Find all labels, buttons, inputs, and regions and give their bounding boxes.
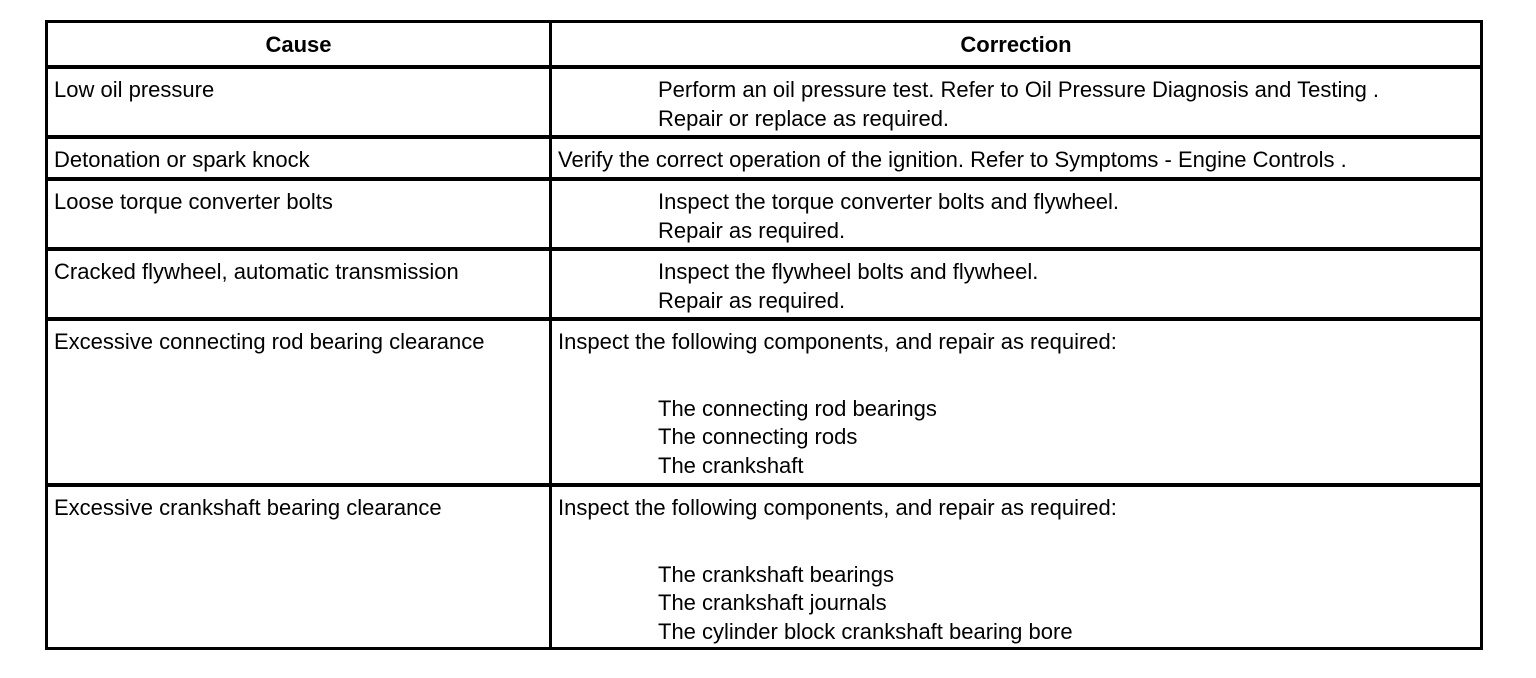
cause-cell: Cracked flywheel, automatic transmission [54, 259, 459, 284]
correction-cell [549, 69, 1480, 135]
component-item: The cylinder block crankshaft bearing bore [658, 618, 1073, 644]
correction-line: Inspect the flywheel bolts and flywheel. [658, 259, 1039, 284]
correction-line: Inspect the torque converter bolts and flywheel. [658, 189, 1120, 214]
component-item: The connecting rods [658, 424, 858, 449]
correction-cell [549, 487, 1480, 647]
correction-cell [549, 139, 1480, 177]
component-item: The crankshaft bearings [658, 561, 895, 587]
correction-cell [549, 251, 1480, 317]
cause-cell: Low oil pressure [54, 77, 215, 102]
component-item: The crankshaft [658, 452, 804, 478]
header-correction: Correction [549, 23, 1480, 65]
correction-line: Repair or replace as required. [658, 105, 950, 131]
cause-cell: Loose torque converter bolts [54, 189, 333, 214]
table-row [48, 483, 1480, 647]
correction-lead: Inspect the following components, and repair as required: [558, 495, 1117, 520]
component-item: The crankshaft journals [658, 590, 887, 615]
correction-cell [549, 181, 1480, 247]
correction-line: Repair as required. [658, 287, 846, 313]
table-row [48, 247, 1480, 317]
correction-line: Perform an oil pressure test. Refer to Oil Pressure Diagnosis and Testing . [658, 77, 1380, 102]
cause-cell: Detonation or spark knock [54, 147, 310, 172]
cause-cell: Excessive connecting rod bearing clearance [54, 329, 485, 354]
table-row [48, 65, 1480, 135]
cause-cell: Excessive crankshaft bearing clearance [54, 495, 442, 520]
header-cause: Cause [265, 32, 332, 57]
table-header-row [48, 23, 1480, 65]
correction-line: Repair as required. [658, 217, 846, 243]
correction-lead: Inspect the following components, and repair as required: [558, 329, 1117, 354]
table-row [48, 317, 1480, 483]
table-row [48, 135, 1480, 177]
correction-cell [549, 321, 1480, 483]
correction-lead: Verify the correct operation of the ignition. Refer to Symptoms - Engine Controls . [558, 147, 1347, 172]
table-row [48, 177, 1480, 247]
component-item: The connecting rod bearings [658, 395, 937, 421]
diagnostic-table [45, 20, 1483, 650]
